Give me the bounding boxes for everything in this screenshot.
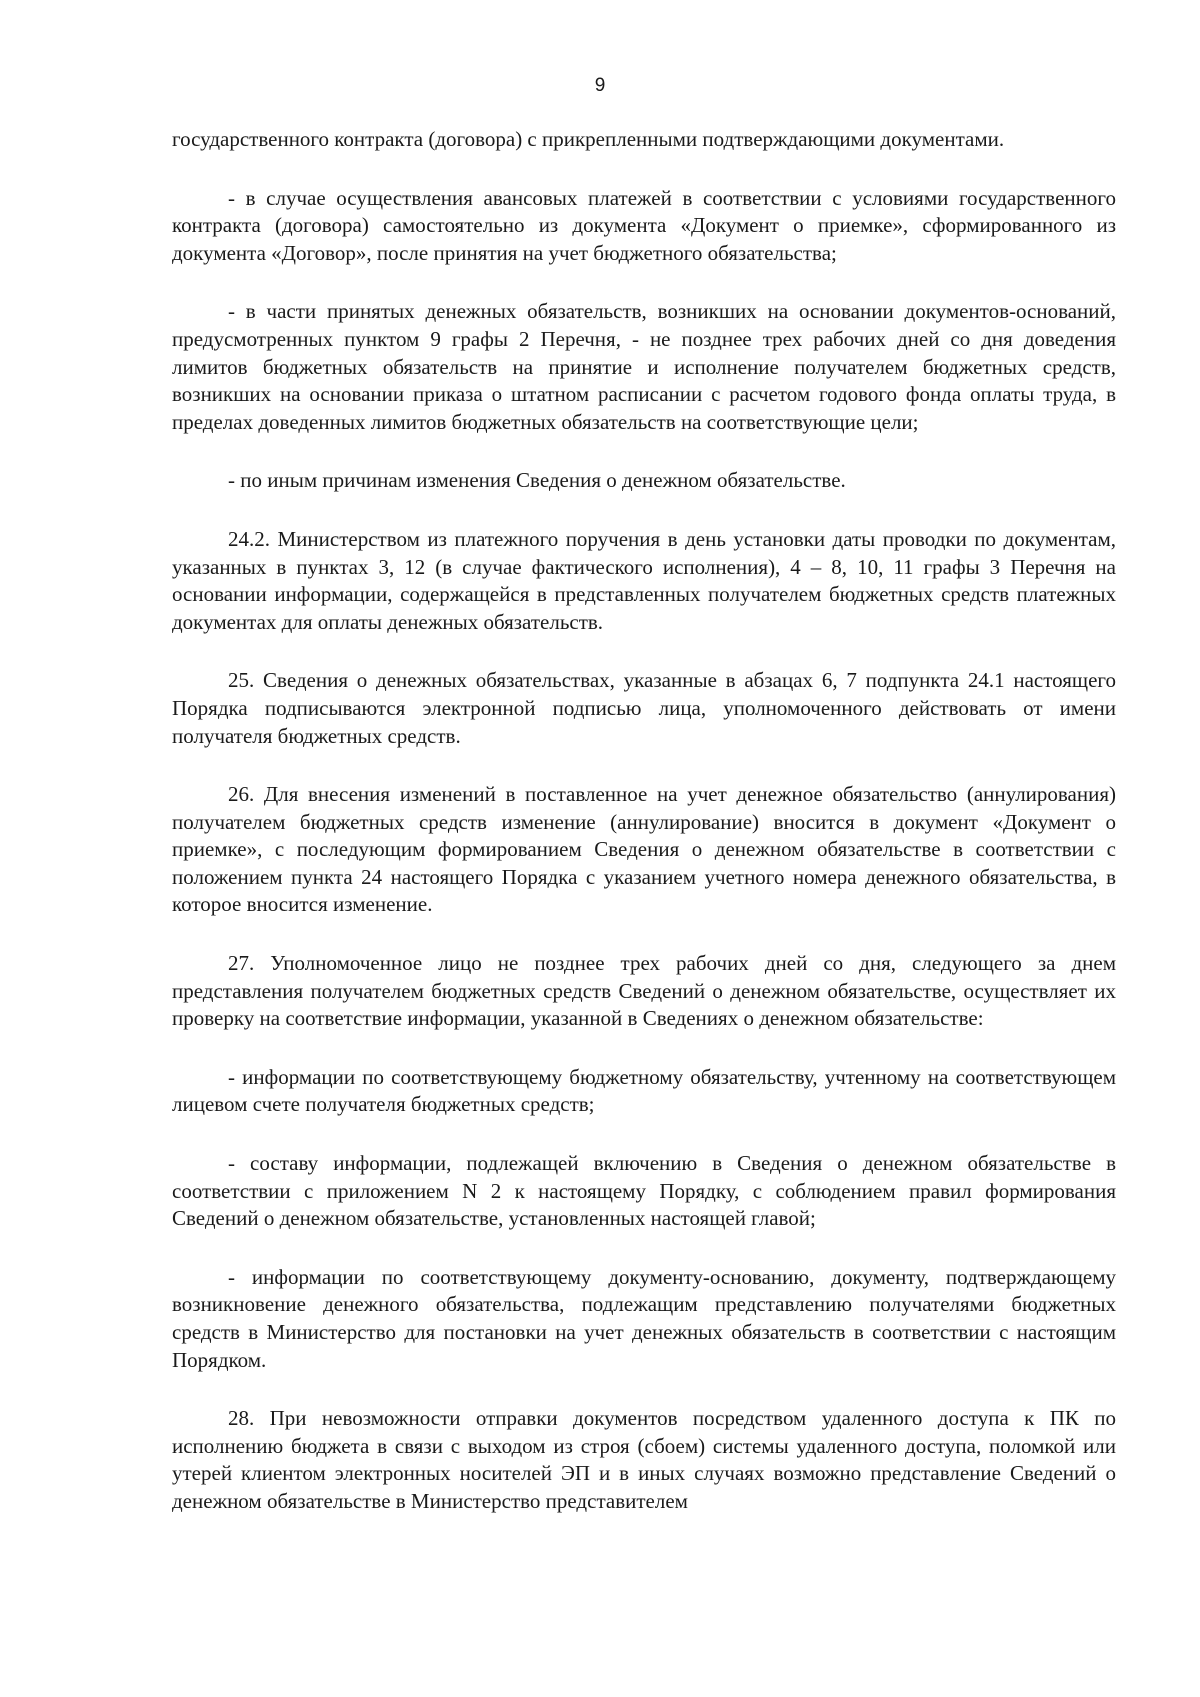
paragraph-27-item-2: - составу информации, подлежащей включению в Сведения о денежном обязательстве в соответствии с приложением N 2 к настоящему Порядку, с соблюдением правил формирования Сведений о денежном обязательстве, установленных настоящей главой; (172, 1151, 1116, 1231)
paragraph-25: 25. Сведения о денежных обязательствах, указанные в абзацах 6, 7 подпункта 24.1 настоящего Порядка подписываются электронной подписью лица, уполномоченного действовать от имени получателя бюджетных средств. (172, 668, 1116, 748)
paragraph-27: 27. Уполномоченное лицо не позднее трех рабочих дней со дня, следующего за днем представления получателем бюджетных средств Сведений о денежном обязательстве, осуществляет их проверку на соответствие информации, указанной в Сведениях о денежном обязательстве: (172, 951, 1116, 1031)
page-number: 9 (594, 75, 606, 96)
paragraph-24-2: 24.2. Министерством из платежного поручения в день установки даты проводки по документам, указанных в пунктах 3, 12 (в случае фактического исполнения), 4 – 8, 10, 11 графы 3 Перечня на основании информации, содержащейся в представленных получателем бюджетных средств платежных документах для оплаты денежных обязательств. (172, 526, 1116, 634)
paragraph-26: 26. Для внесения изменений в поставленное на учет денежное обязательство (аннулирования) получателем бюджетных средств изменение (аннулирование) вносится в документ «Документ о приемке», с последующим формированием Сведения о денежном обязательстве в соответствии с положением пункта 24 настоящего Порядка с указанием учетного номера денежного обязательства, в которое вносится изменение. (172, 782, 1116, 917)
paragraph-other-reasons: - по иным причинам изменения Сведения о денежном обязательстве. (228, 468, 846, 493)
document-body (172, 126, 1116, 1516)
paragraph-continuation: государственного контракта (договора) с прикрепленными подтверждающими документами. (172, 127, 1005, 151)
paragraph-advance-payments: - в случае осуществления авансовых платежей в соответствии с условиями государственного контракта (договора) самостоятельно из документа «Документ о приемке», сформированного из документа «Договор», после принятия на учет бюджетного обязательства; (172, 185, 1116, 265)
paragraph-27-item-1: - информации по соответствующему бюджетному обязательству, учтенному на соответствующем лицевом счете получателя бюджетных средств; (172, 1064, 1116, 1117)
paragraph-accepted-obligations: - в части принятых денежных обязательств, возникших на основании документов-оснований, предусмотренных пунктом 9 графы 2 Перечня, - не позднее трех рабочих дней со дня доведения лимитов бюджетных обязательств на принятие и исполнение получателем бюджетных средств, возникших на основании приказа о штатном расписании с расчетом годового фонда оплаты труда, в пределах доведенных лимитов бюджетных обязательств на соответствующие цели; (172, 299, 1116, 434)
paragraph-27-item-3: - информации по соответствующему документу-основанию, документу, подтверждающему возникновение денежного обязательства, подлежащим представлению получателями бюджетных средств в Министерство для постановки на учет денежных обязательств в соответствии с настоящим Порядком. (172, 1264, 1116, 1372)
paragraph-28: 28. При невозможности отправки документов посредством удаленного доступа к ПК по исполнению бюджета в связи с выходом из строя (сбоем) системы удаленного доступа, поломкой или утерей клиентом электронных носителей ЭП и в иных случаях возможно представление Сведений о денежном обязательстве в Министерство представителем (172, 1406, 1116, 1513)
